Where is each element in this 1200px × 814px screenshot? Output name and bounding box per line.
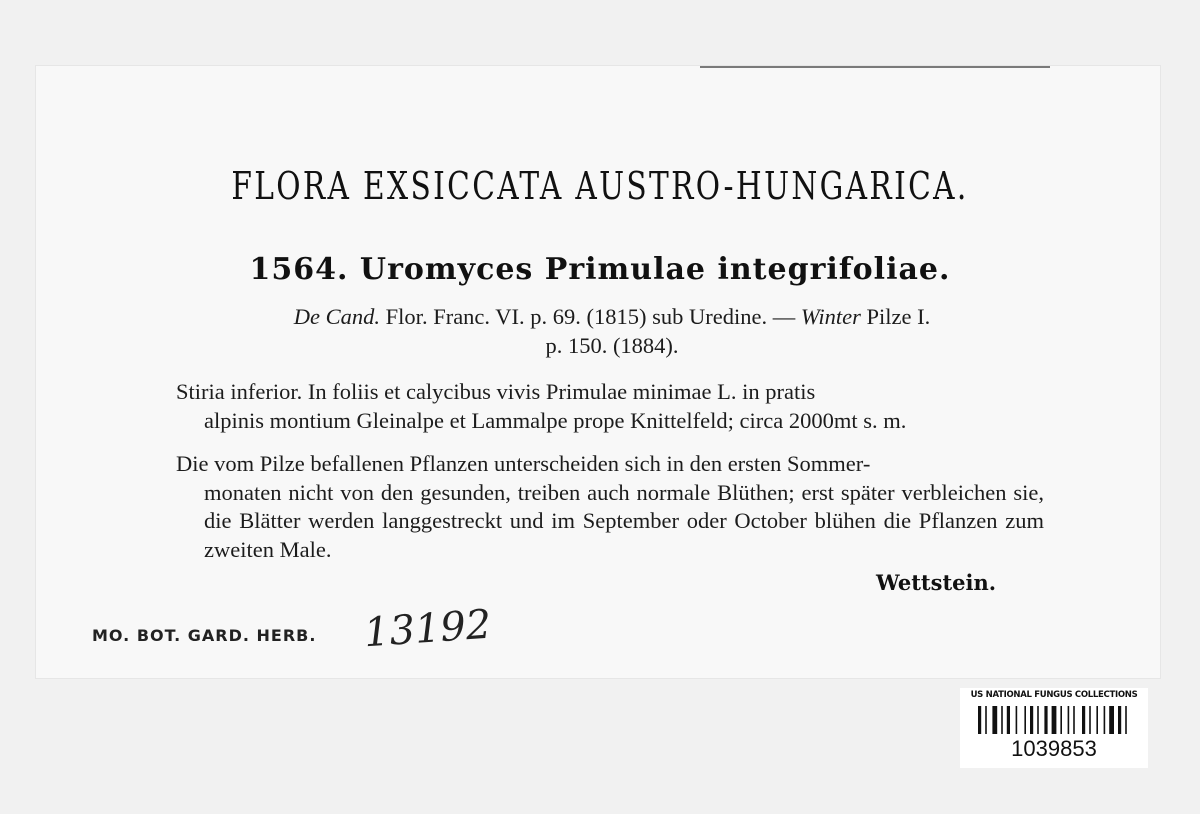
collector-name: Wettstein. [876,570,997,595]
locality-line-2: alpinis montium Gleinalpe et Lammalpe prope Knittelfeld; circa 2000mt s. m. [204,407,907,433]
label-title: FLORA EXSICCATA AUSTRO-HUNGARICA. [231,164,969,208]
barcode-header: US NATIONAL FUNGUS COLLECTIONS [970,690,1138,700]
description [176,450,1044,564]
citation-line-2: p. 150. (1884). [545,332,679,358]
barcode-label [960,688,1148,768]
locality [176,378,1048,435]
description-line-1: Die vom Pilze befallenen Pflanzen unterscheiden sich in den ersten Sommer- [176,451,871,476]
herbarium-number: 13192 [362,601,493,657]
locality-line-1: Stiria inferior. In foliis et calycibus vivis Primulae minimae L. in pratis [176,379,816,404]
citation-text-2: Pilze I. [860,304,931,329]
species-heading: 1564. Uromyces Primulae integrifoliae. [249,252,951,287]
citation-text-1: Flor. Franc. VI. p. 69. (1815) sub Uredine. — [380,304,801,329]
description-rest: monaten nicht von den gesunden, treiben auch normale Blüthen; erst später verbleichen sie, die Blätter werden langgestreckt und im September oder October blühen die Pflanzen zum zweiten Male. [204,479,1044,562]
citation [176,303,1048,360]
barcode-number: 1039853 [1011,736,1097,761]
top-rule [700,66,1050,68]
citation-author-2: Winter [800,304,861,329]
herbarium-stamp: MO. BOT. GARD. HERB. [92,626,317,645]
barcode-icon [978,706,1130,734]
citation-author-1: De Cand. [293,304,381,329]
